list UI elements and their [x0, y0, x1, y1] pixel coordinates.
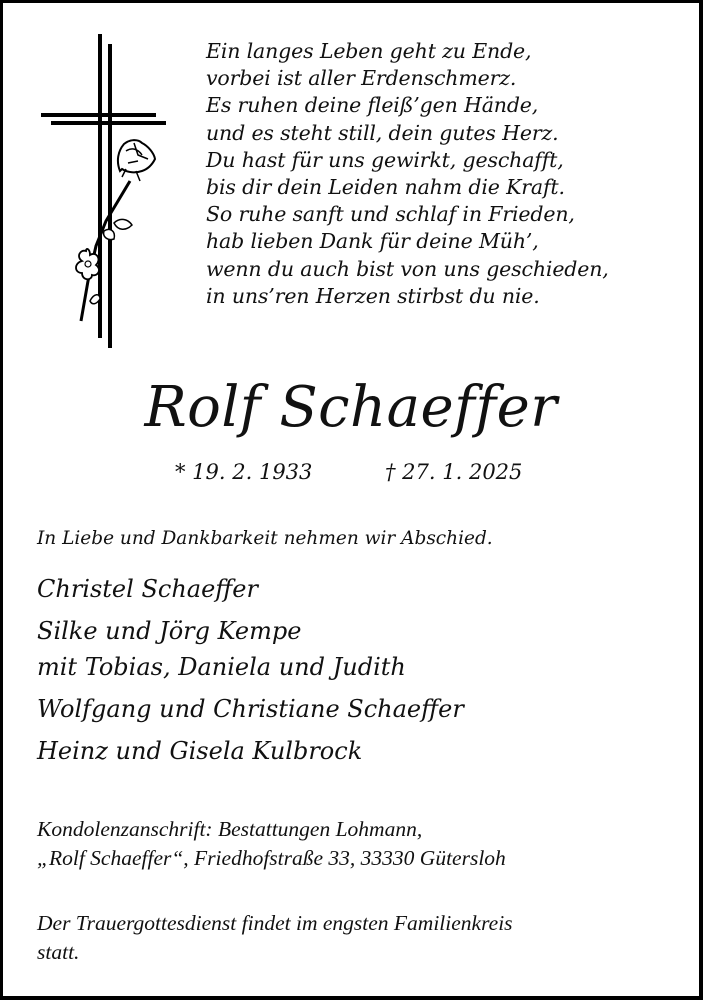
- condolence-line: Kondolenzanschrift: Bestattungen Lohmann,: [37, 817, 423, 841]
- poem-line: vorbei ist aller Erdenschmerz.: [206, 66, 517, 91]
- poem-line: Du hast für uns gewirkt, geschafft,: [206, 147, 564, 172]
- mourner-line: Silke und Jörg Kempe: [37, 617, 302, 645]
- poem-line: So ruhe sanft und schlaf in Frieden,: [206, 202, 575, 227]
- death-date: † 27. 1. 2025: [385, 460, 523, 484]
- mourner-group: [37, 571, 464, 607]
- poem-line: Es ruhen deine fleiß’gen Hände,: [206, 93, 539, 118]
- farewell-intro: In Liebe und Dankbarkeit nehmen wir Abschied.: [37, 528, 493, 549]
- mourner-group: [37, 733, 464, 769]
- deceased-name: Rolf Schaeffer: [144, 375, 558, 440]
- mourner-line: Wolfgang und Christiane Schaeffer: [37, 695, 464, 723]
- poem-line: Ein langes Leben geht zu Ende,: [206, 39, 532, 63]
- poem-line: wenn du auch bist von uns geschieden,: [206, 256, 609, 281]
- cross-with-rose-icon: [38, 31, 168, 351]
- mourners-list: [37, 571, 464, 775]
- mourner-group: [37, 691, 464, 727]
- service-line: Der Trauergottesdienst findet im engsten Familienkreis: [37, 911, 513, 935]
- mourner-line: Christel Schaeffer: [37, 575, 258, 603]
- birth-date: * 19. 2. 1933: [175, 460, 313, 484]
- mourner-line: Heinz und Gisela Kulbrock: [37, 737, 363, 765]
- poem-line: bis dir dein Leiden nahm die Kraft.: [206, 175, 565, 200]
- condolence-address: [37, 815, 506, 873]
- mourner-group: [37, 613, 464, 685]
- service-line: statt.: [37, 940, 80, 964]
- poem: [206, 38, 609, 310]
- mourner-line: mit Tobias, Daniela und Judith: [37, 653, 406, 681]
- poem-line: in uns’ren Herzen stirbst du nie.: [206, 283, 540, 308]
- service-note: [37, 909, 513, 967]
- poem-line: hab lieben Dank für deine Müh’,: [206, 229, 539, 254]
- poem-line: und es steht still, dein gutes Herz.: [206, 120, 559, 145]
- condolence-line: „Rolf Schaeffer“, Friedhofstraße 33, 33330 Gütersloh: [37, 846, 506, 870]
